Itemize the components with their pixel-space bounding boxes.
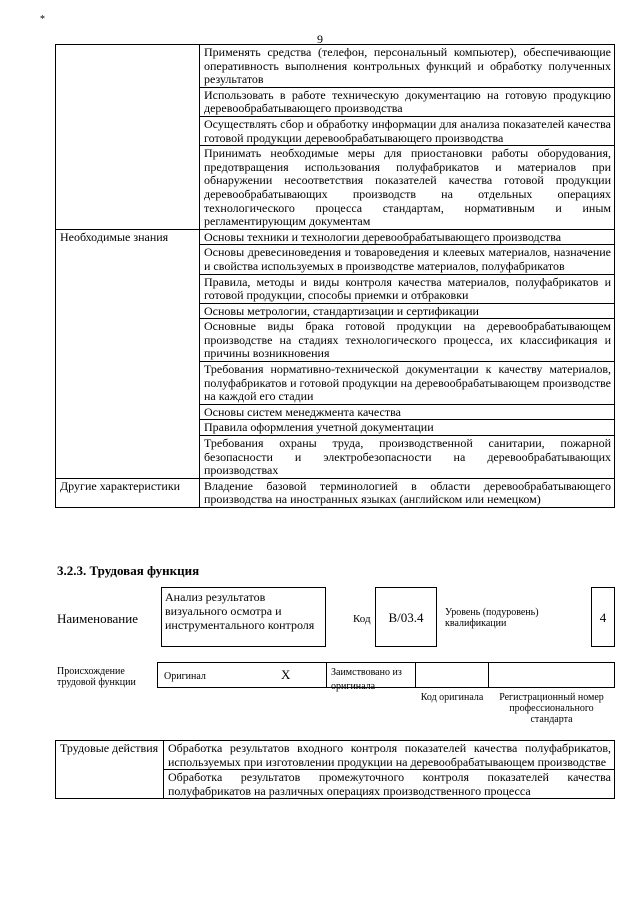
knowledge-item: Правила, методы и виды контроля качества материалов, полуфабрикатов и готовой продукции, способы приемки и отбраковки [200, 274, 615, 303]
page-number: 9 [317, 32, 323, 46]
knowledge-item: Основы древесиноведения и товароведения и клеевых материалов, назначение и свойства используемых в производстве материалов, полуфабрикатов [200, 245, 615, 274]
labor-actions-table [55, 740, 615, 799]
skill-item: Принимать необходимые меры для приостановки работы оборудования, предотвращения использования полуфабрикатов и материалов при обнаружении несоответствия показателей качества готовой продукции деревообрабатывающих производств на отдельных операциях технологического процесса стандартам, нормативным и иным регламентирующим документам [200, 146, 615, 230]
section-title: 3.2.3. Трудовая функция [57, 563, 200, 578]
original-code-cell [415, 662, 489, 688]
knowledge-item: Основные виды брака готовой продукции на деревообрабатывающем производстве на стадиях технологического процесса, их классификация и причины возникновения [200, 319, 615, 362]
code-caption: Код оригинала [420, 692, 484, 703]
origin-original-cell [157, 662, 327, 688]
table-row [56, 741, 615, 770]
borrowed-label: Заимствовано из оригинала [331, 667, 402, 692]
knowledge-item: Требования охраны труда, производственной санитарии, пожарной безопасности и электробезопасности на деревообрабатывающих производствах [200, 436, 615, 479]
code-label: Код [353, 613, 371, 625]
skills-label-cell [56, 45, 200, 230]
level-label: Уровень (подуровень) квалификации [445, 607, 539, 629]
labor-action-item: Обработка результатов промежуточного контроля показателей качества полуфабрикатов на различных операциях производственного процесса [164, 770, 615, 799]
table-row [56, 478, 615, 507]
knowledge-label: Необходимые знания [56, 229, 200, 478]
original-mark: X [281, 667, 291, 682]
name-value: Анализ результатов визуального осмотра и инструментального контроля [161, 587, 326, 647]
knowledge-item: Основы метрологии, стандартизации и сертификации [200, 303, 615, 319]
competency-table [55, 44, 615, 508]
borrowed-cell [326, 662, 416, 692]
skill-item: Осуществлять сбор и обработку информации для анализа показателей качества готовой продукции деревообрабатывающего производства [200, 116, 615, 145]
level-value: 4 [591, 587, 615, 647]
knowledge-item: Требования нормативно-технической документации к качеству материалов, полуфабрикатов и готовой продукции на деревообрабатывающем производстве на каждой его стадии [200, 362, 615, 405]
labor-action-item: Обработка результатов входного контроля показателей качества полуфабрикатов, используемых при изготовлении продукции на деревообрабатывающем производстве [164, 741, 615, 770]
other-label: Другие характеристики [56, 478, 200, 507]
skill-item: Использовать в работе техническую документацию на готовую продукцию деревообрабатывающего производства [200, 87, 615, 116]
table-row [56, 229, 615, 245]
table-row [56, 45, 615, 88]
knowledge-item: Правила оформления учетной документации [200, 420, 615, 436]
reg-number-cell [488, 662, 615, 688]
skill-item: Применять средства (телефон, персональный компьютер), обеспечивающие оперативность выполнения контрольных функций и обработку полученных результатов [200, 45, 615, 88]
knowledge-item: Основы техники и технологии деревообрабатывающего производства [200, 229, 615, 245]
other-text: Владение базовой терминологией в области деревообрабатывающего производства на иностранных языках (английском или немецком) [200, 478, 615, 507]
code-value: В/03.4 [375, 587, 437, 647]
corner-mark: * [40, 14, 45, 25]
name-label: Наименование [57, 611, 138, 626]
knowledge-item: Основы систем менеджмента качества [200, 404, 615, 420]
labor-actions-label: Трудовые действия [56, 741, 164, 799]
reg-caption: Регистрационный номер профессионального стандарта [499, 692, 604, 725]
origin-label: Происхождение трудовой функции [57, 666, 136, 688]
original-label: Оригинал [164, 671, 206, 682]
